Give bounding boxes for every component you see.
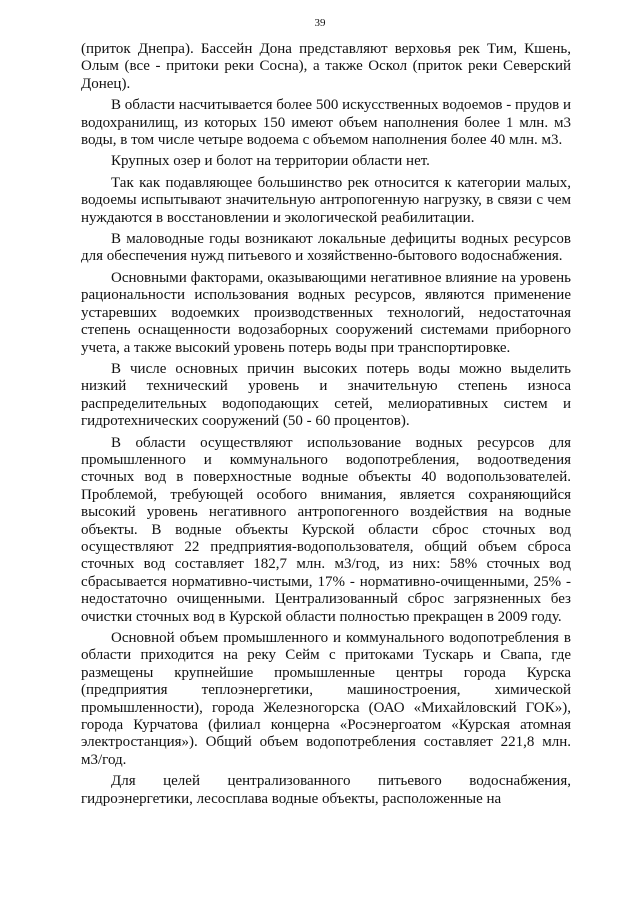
paragraph-dry-years: В маловодные годы возникают локальные дефициты водных ресурсов для обеспечения нужд питьевого и хозяйственно-бытового водоснабжения. — [81, 231, 571, 265]
paragraph-continuation: (приток Днепра). Бассейн Дона представляют верховья рек Тим, Кшень, Олым (все - притоки реки Сосна), а также Оскол (приток реки Северский Донец). — [81, 41, 571, 92]
paragraph-negative-factors: Основными факторами, оказывающими негативное влияние на уровень рациональности использования водных ресурсов, являются применение устаревших водоемких производственных технологий, недостаточная степень оснащенности водозаборных сооружений системами приборного учета, а также высокий уровень потерь воды при транспортировке. — [81, 269, 571, 356]
paragraph-small-rivers: Так как подавляющее большинство рек относится к категории малых, водоемы испытывают значительную антропогенную нагрузку, в связи с чем нуждаются в восстановлении и экологической реабилитации. — [81, 174, 571, 226]
paragraph-lakes: Крупных озер и болот на территории области нет. — [111, 153, 430, 170]
paragraph-seym-river: Основной объем промышленного и коммунального водопотребления в области приходится на реку Сейм с притоками Тускарь и Свапа, где размещены крупнейшие промышленные центры города Курска (предприятия теплоэнергетики, машиностроения, химической промышленности), города Железногорска (ОАО «Михайловский ГОК»), города Курчатова (филиал концерна «Росэнергоатом «Курская атомная электростанция»). Общий объем водопотребления составляет 221,8 млн. м3/год. — [81, 630, 571, 768]
body-text — [81, 41, 571, 812]
paragraph-water-losses: В числе основных причин высоких потерь воды можно выделить низкий технический уровень и значительную степень износа распределительных водоподающих сетей, мелиоративных систем и гидротехнических сооружений (50 - 60 процентов). — [81, 360, 571, 430]
paragraph-reservoirs: В области насчитывается более 500 искусственных водоемов - прудов и водохранилищ, из которых 150 имеют объем наполнения более 1 млн. м3 воды, в том числе четыре водоема с объемом наполнения более 40 млн. м3. — [81, 97, 571, 149]
page-number: 39 — [314, 17, 326, 29]
paragraph-drinking-water: Для целей централизованного питьевого водоснабжения, гидроэнергетики, лесосплава водные объекты, расположенные на — [81, 773, 571, 807]
paragraph-water-use: В области осуществляют использование водных ресурсов для промышленного и коммунального водопотребления, водоотведения сточных вод в поверхностные водные объекты 40 водопользователей. Проблемой, требующей особого внимания, является сохраняющийся высокий уровень негативного антропогенного воздействия на водные объекты. В водные объекты Курской области сброс сточных вод осуществляют 22 предприятия-водопользователя, общий объем сброса сточных вод составляет 182,7 млн. м3/год, из них: 58% сточных вод сбрасывается нормативно-чистыми, 17% - нормативно-очищенными, 25% - недостаточно очищенными. Централизованный сброс загрязненных без очистки сточных вод в Курской области полностью прекращен в 2009 году. — [81, 434, 571, 625]
